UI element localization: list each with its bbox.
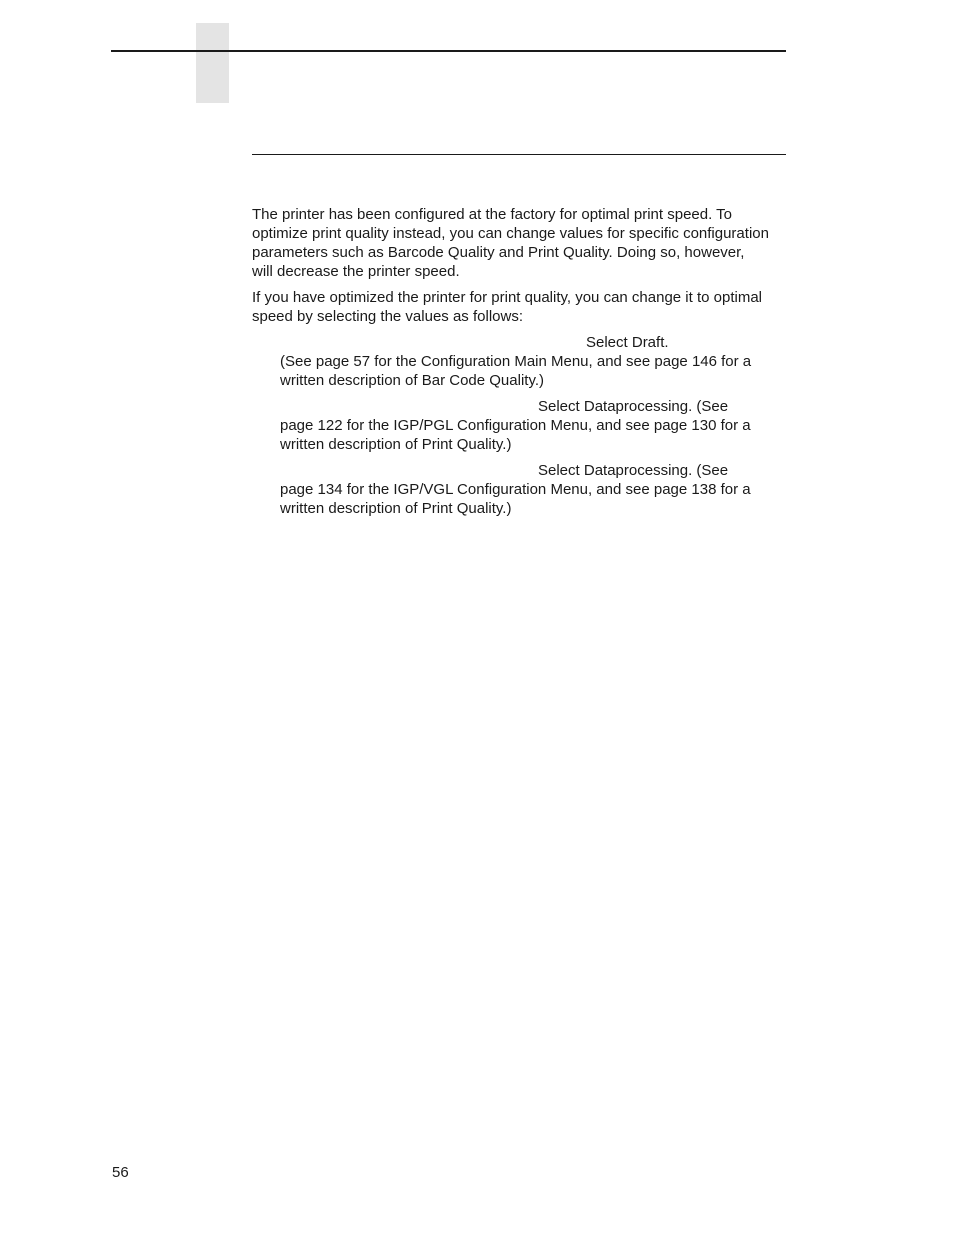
item-line: written description of Print Quality.)	[280, 500, 512, 517]
item-lead: Select Draft.	[586, 334, 669, 351]
second-line: speed by selecting the values as follows:	[252, 308, 523, 325]
item-line: (See page 57 for the Configuration Main Menu, and see page 146 for a	[280, 353, 752, 370]
list-item-barcode-quality	[280, 333, 788, 390]
second-line: If you have optimized the printer for print quality, you can change it to optimal	[252, 289, 762, 306]
page-number: 56	[112, 1164, 129, 1181]
intro-line: will decrease the printer speed.	[252, 263, 460, 280]
item-line: page 134 for the IGP/VGL Configuration Menu, and see page 138 for a	[280, 481, 751, 498]
intro-line: The printer has been configured at the factory for optimal print speed. To	[252, 206, 732, 223]
intro-paragraph	[252, 205, 788, 281]
chapter-tab	[196, 23, 229, 103]
item-lead: Select Dataprocessing. (See	[538, 398, 729, 415]
intro-line: optimize print quality instead, you can change values for specific configuration	[252, 225, 769, 242]
list-item-pgl-print-quality	[280, 397, 788, 454]
section-rule	[252, 154, 786, 155]
item-lead: Select Dataprocessing. (See	[538, 462, 729, 479]
item-line: written description of Print Quality.)	[280, 436, 512, 453]
intro-line: parameters such as Barcode Quality and Print Quality. Doing so, however,	[252, 244, 745, 261]
header-rule	[111, 50, 786, 52]
item-line: written description of Bar Code Quality.)	[280, 372, 545, 389]
item-line: page 122 for the IGP/PGL Configuration Menu, and see page 130 for a	[280, 417, 751, 434]
list-item-vgl-print-quality	[280, 461, 788, 518]
second-paragraph	[252, 288, 788, 326]
